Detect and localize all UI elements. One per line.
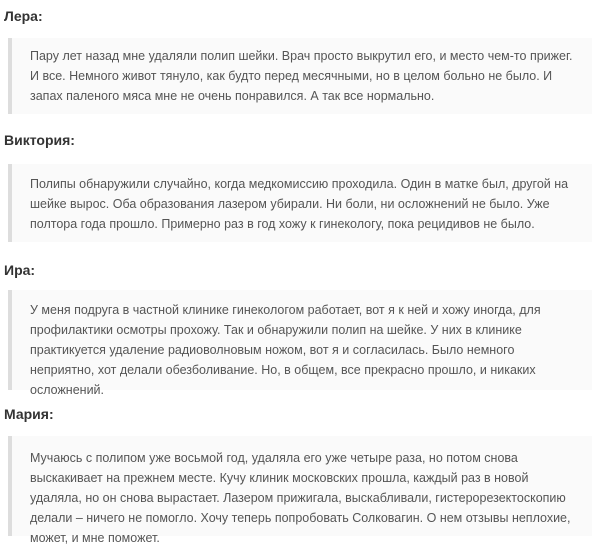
review-text: Пару лет назад мне удаляли полип шейки. Врач просто выкрутил его, и место чем-то прижег. И все. Немного живот тянуло, как будто перед месячными, но в целом больно не было. И запах паленого мяса мне не очень понравился. А так все нормально. xyxy=(30,49,573,103)
review-item xyxy=(0,124,600,254)
review-item xyxy=(0,254,600,404)
review-author: Виктория: xyxy=(4,132,75,148)
review-item xyxy=(0,404,600,545)
review-text: Мучаюсь с полипом уже восьмой год, удаляла его уже четыре раза, но потом снова выскакивает на прежнем месте. Кучу клиник московских прошла, каждый раз в новой удаляла, но он снова вырастает. Лазером прижигала, выскабливали, гистерорезектоскопию делали – ничего не помогло. Хочу теперь попробовать Солковагин. О нем отзывы неплохие, может, и мне поможет. xyxy=(30,451,571,545)
review-quote xyxy=(8,38,592,114)
review-quote xyxy=(8,290,592,397)
review-author: Лера: xyxy=(4,8,43,24)
review-author: Мария: xyxy=(4,406,54,422)
review-quote xyxy=(8,436,592,545)
review-author: Ира: xyxy=(4,262,36,278)
review-text: У меня подруга в частной клинике гинекологом работает, вот я к ней и хожу иногда, для профилактики осмотры прохожу. Так и обнаружили полип на шейке. У них в клинике практикуется удаление радиоволновым ножом, вот я и согласилась. Было немного неприятно, хот делали обезболивание. Но, в общем, все прекрасно прошло, и никаких осложнений. xyxy=(30,303,541,397)
review-text: Полипы обнаружили случайно, когда медкомиссию проходила. Один в матке был, другой на шейке вырос. Оба образования лазером убирали. Ни боли, ни осложнений не было. Уже полтора года прошло. Примерно раз в год хожу к гинекологу, пока рецидивов не было. xyxy=(30,177,569,231)
review-quote xyxy=(8,164,592,242)
review-item xyxy=(0,0,600,124)
